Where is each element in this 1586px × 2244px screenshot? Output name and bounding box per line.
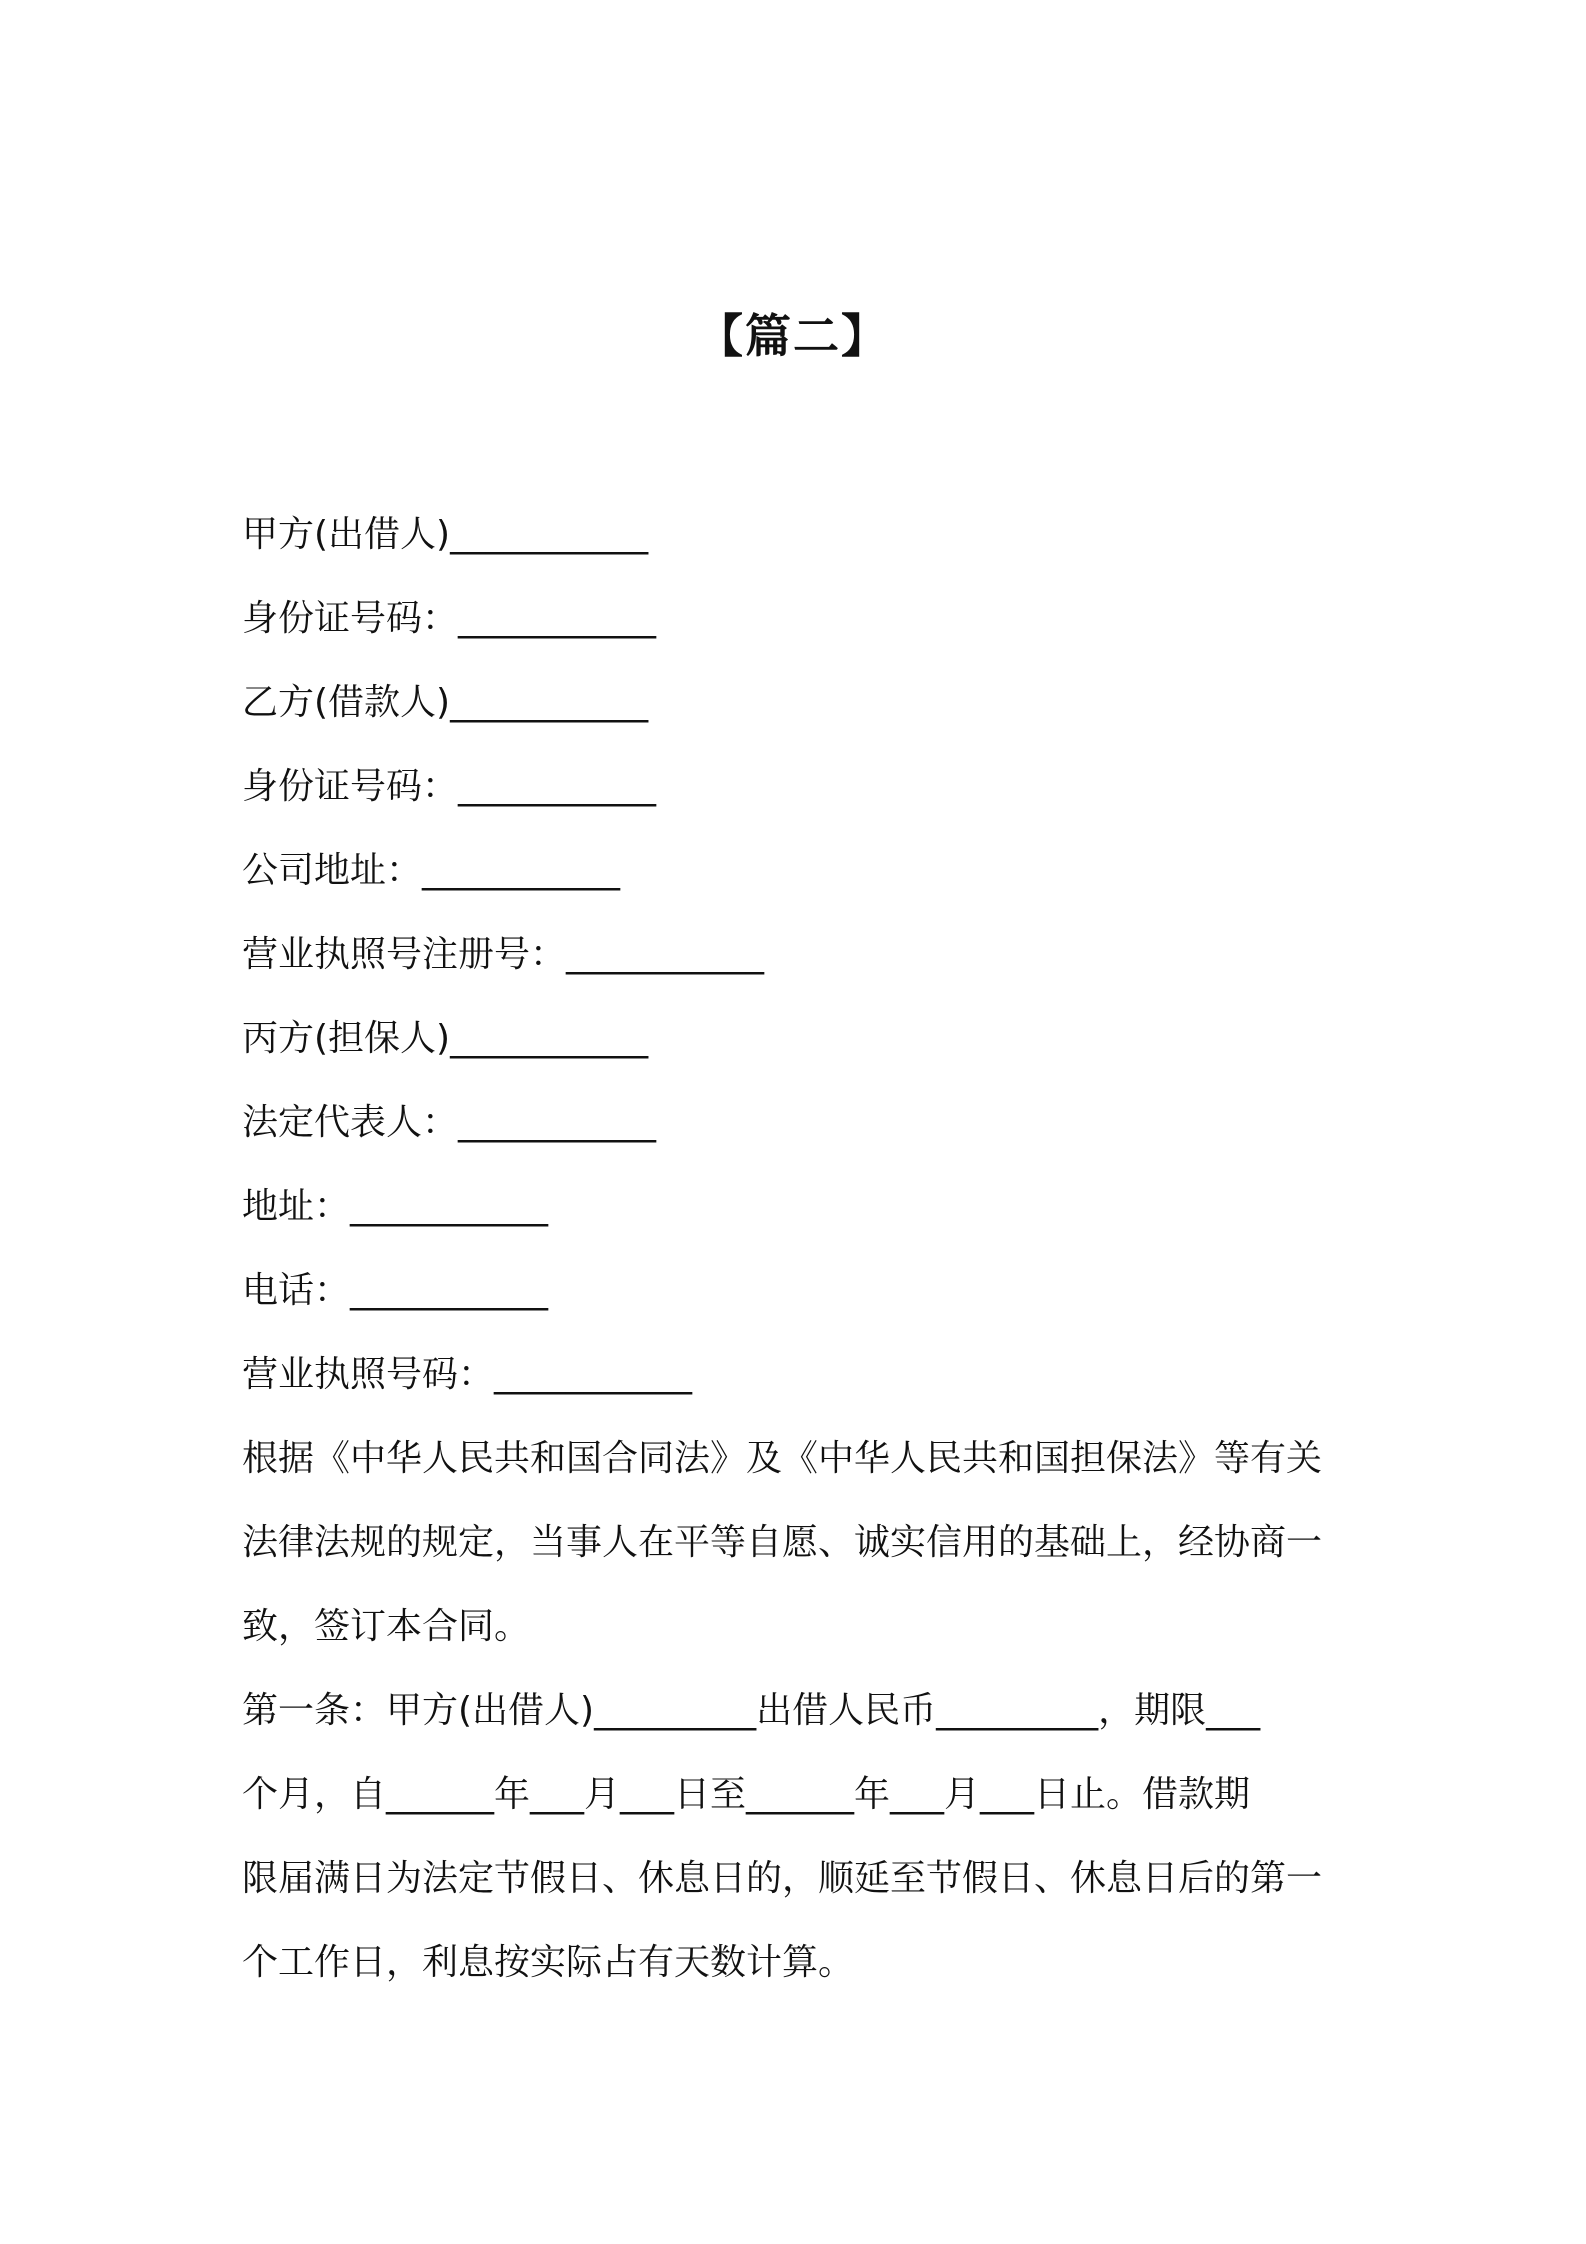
lender-line: 甲方(出借人)___________ [242,514,649,555]
lender-id-line: 身份证号码：___________ [242,598,657,639]
borrower-line: 乙方(借款人)___________ [242,682,649,723]
article-one-line: 个月，自______年___月___日至______年___月___日止。借款期 [242,1774,1251,1815]
business-license-registration-line: 营业执照号注册号：___________ [242,934,765,975]
article-one-line: 个工作日，利息按实际占有天数计算。 [242,1942,855,1983]
intro-paragraph [242,1417,1362,1669]
guarantor-line: 丙方(担保人)___________ [242,1018,649,1059]
intro-line: 法律法规的规定，当事人在平等自愿、诚实信用的基础上，经协商一 [242,1522,1323,1563]
legal-representative-line: 法定代表人：___________ [242,1102,657,1143]
company-address-line: 公司地址：___________ [242,850,621,891]
phone-line: 电话：___________ [242,1270,549,1311]
address-line: 地址：___________ [242,1186,549,1227]
article-one-line: 第一条：甲方(出借人)_________出借人民币_________，期限___ [242,1690,1261,1731]
document-title: 【篇二】 [697,309,889,363]
document-body [242,493,1362,2005]
article-one-line: 限届满日为法定节假日、休息日的，顺延至节假日、休息日后的第一 [242,1858,1323,1899]
article-one-paragraph [242,1669,1362,2005]
business-license-number-line: 营业执照号码：___________ [242,1354,693,1395]
party-info-section [242,493,1362,1417]
intro-line: 致，签订本合同。 [242,1606,531,1647]
intro-line: 根据《中华人民共和国合同法》及《中华人民共和国担保法》等有关 [242,1438,1323,1479]
borrower-id-line: 身份证号码：___________ [242,766,657,807]
